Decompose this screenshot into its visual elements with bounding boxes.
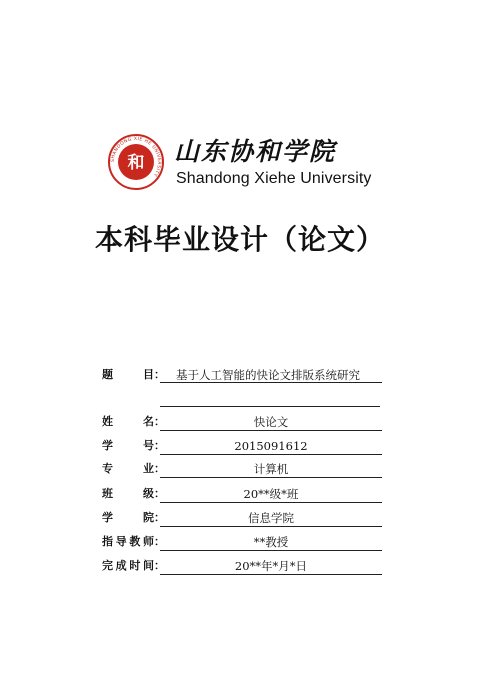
seal-ring-text: SHANDONG XIE HE UNIVERSITY xyxy=(110,136,162,178)
topic-continuation-line xyxy=(160,406,380,407)
field-label: 学 号 xyxy=(102,439,154,452)
field-label: 学 院 xyxy=(102,511,154,524)
class-value: 20**级*班 xyxy=(160,486,382,503)
field-colon: ： xyxy=(154,511,165,524)
document-title: 本科毕业设计（论文） xyxy=(94,223,385,256)
field-colon: ： xyxy=(154,487,165,500)
college-value: 信息学院 xyxy=(160,510,382,527)
student-id-value: 2015091612 xyxy=(160,438,382,455)
field-label: 班 级 xyxy=(102,487,154,500)
field-colon: ： xyxy=(154,559,165,572)
field-advisor xyxy=(102,534,382,554)
field-label: 专 业 xyxy=(102,462,154,475)
field-colon: ： xyxy=(154,535,165,548)
field-colon: ： xyxy=(154,462,165,475)
field-student-id xyxy=(102,438,382,458)
field-label: 指 导 教 师 xyxy=(102,535,154,548)
svg-text:山东协和学院: 山东协和学院 xyxy=(174,137,337,166)
field-completion-date xyxy=(102,558,382,578)
field-label: 完 成 时 间 xyxy=(102,559,154,572)
major-value: 计算机 xyxy=(160,461,382,478)
field-college xyxy=(102,510,382,530)
field-colon: ： xyxy=(154,368,165,381)
university-seal-icon xyxy=(108,134,164,190)
field-label: 姓 名 xyxy=(102,415,154,428)
seal-center-glyph: 和 xyxy=(127,153,145,173)
field-colon: ： xyxy=(154,415,165,428)
field-label: 题 目 xyxy=(102,368,154,381)
student-name-value: 快论文 xyxy=(160,414,382,431)
thesis-topic-value: 基于人工智能的快论文排版系统研究 xyxy=(160,367,382,383)
advisor-value: **教授 xyxy=(160,534,382,551)
university-calligraphy-name xyxy=(174,136,356,166)
university-logo xyxy=(108,130,372,200)
university-name-en: Shandong Xiehe University xyxy=(176,170,372,187)
completion-date-value: 20**年*月*日 xyxy=(160,558,382,575)
field-colon: ： xyxy=(154,439,165,452)
field-major xyxy=(102,461,382,481)
field-class xyxy=(102,486,382,506)
field-thesis-topic xyxy=(102,367,382,387)
field-student-name xyxy=(102,414,382,434)
